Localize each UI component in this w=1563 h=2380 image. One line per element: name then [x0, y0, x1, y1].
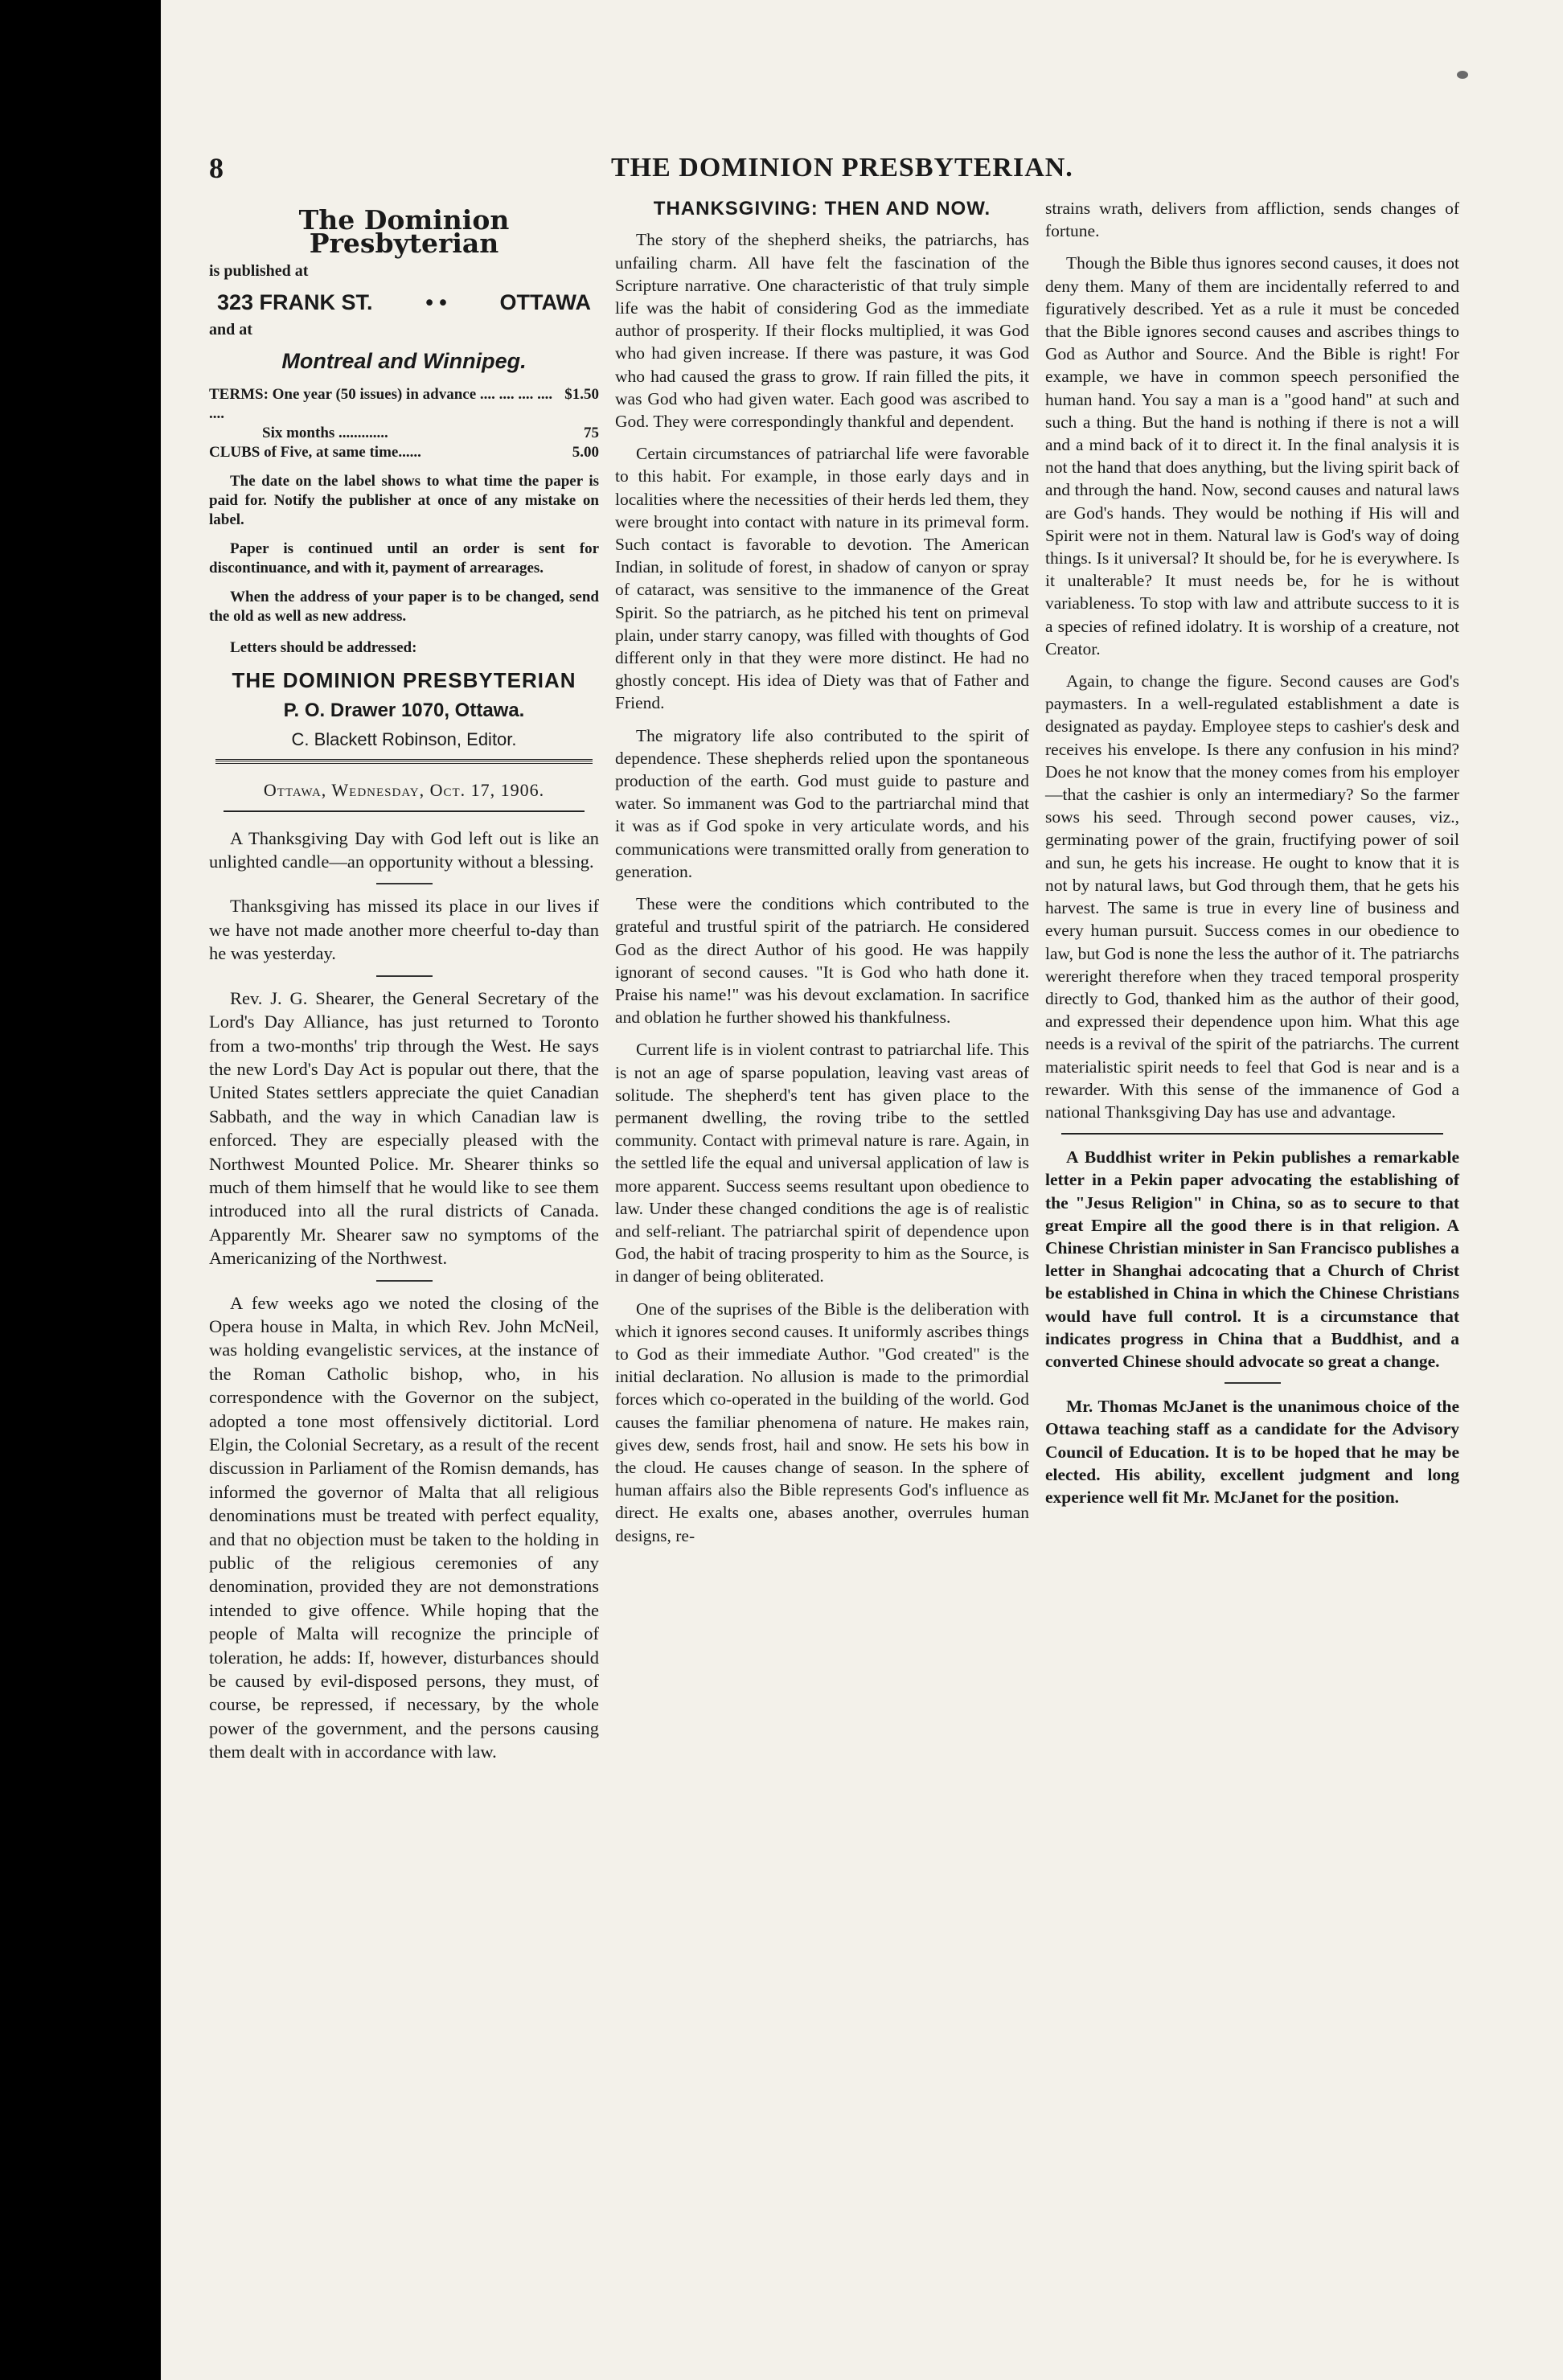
paragraph: Again, to change the figure. Second causes are God's paymasters. In a well-regulated establishment a date is designated as payday. Employee steps to cashier's desk and receives his envelope. Is there any confusion in his mind? Does he not know that the money comes from his employer—that the cashier is only an intermediary? So the farmer sows his seed. Through second power causes, viz., germinating power of the grain, fructifying power of soil and sun, he gets his increase. He ought to know that it is not by natural laws, but God through them, that he gets his harvest. The same is true in every line of business and every human pursuit. Success comes in our obedience to law, but God is none the less the author of it. The patriarchs wereright therefore when they traced temporal prosperity directly to God, thanked him as the author of their good, and expressed their dependence upon him. What this age needs is a revival of the spirit of the patriarchs. The current materialistic spirit needs to feel that God is near and is a rewarder. With this sense of the immanence of God a national Thanksgiving Day has use and advantage. — [1045, 671, 1459, 1122]
masthead-drawer: P. O. Drawer 1070, Ottawa. — [283, 700, 525, 722]
notice-continued: Paper is continued until an order is sent for discontinuance, and with it, payment of arrearages. — [209, 540, 599, 577]
paragraph: One of the suprises of the Bible is the deliberation with which it ignores second causes. It uniformly ascribes things to God as their immediate Author. "God created" is the initial declaration. No allusion is made to the primordial forces which co-operated in the building of the world. God causes the familiar phenomena of nature. He makes rain, gives dew, sends frost, hail and snow. He sets his bow in the cloud. He causes change of season. In the sphere of human affairs also the Bible represents God's influence as direct. He exalts one, abases another, overrules human designs, re- — [615, 1299, 1029, 1545]
short-rule — [376, 1280, 433, 1282]
column-1 — [209, 197, 599, 1774]
masthead-title: The Dominion Presbyterian — [298, 204, 510, 260]
double-rule — [215, 759, 593, 764]
paragraph: The story of the shepherd sheiks, the patriarchs, has unfailing charm. All have felt the fascination of the Scripture narrative. One characteristic of that truly simple life was the habit of considering God as the immediate author of prosperity. If their flocks multiplied, it was God who had given increase. If there was pasture, it was God who had caused the grass to grow. If rain filled the pits, it was God who had given water. Each good was ascribed to God. They were correspondingly thankful and dependent. — [615, 230, 1029, 432]
column-2 — [615, 197, 1029, 1557]
masthead-and-at: and at — [209, 321, 252, 339]
rule — [224, 810, 585, 812]
paragraph: Mr. Thomas McJanet is the unanimous choice of the Ottawa teaching staff as a candidate for the Advisory Council of Education. It is to be hoped that he may be elected. His ability, excellent judgment and long experience well fit Mr. McJanet for the position. — [1045, 1397, 1459, 1507]
short-rule — [376, 883, 433, 884]
address-city: OTTAWA — [499, 289, 591, 314]
paragraph: strains wrath, delivers from affliction, sends changes of fortune. — [1045, 199, 1459, 241]
paragraph: Certain circumstances of patriarchal life were favorable to this habit. For example, in those early days and in localities where the necessities of their herds led them, they were brought into contact with nature in its primeval form. Such contact is favorable to devotion. The American Indian, in solitude of forest, in shadow of canyon or spray of cataract, was sensitive to the immanence of the Great Spirit. So the patriarch, as he pitched his tent on primeval plain, under starry canopy, was filled with thoughts of God different only in that they were more distinct. He had no ghostly concept. His idea of Diety was that of Father and Friend. — [615, 444, 1029, 713]
notice-date: The date on the label shows to what time the paper is paid for. Notify the publisher at once of any mistake on label. — [209, 472, 599, 528]
paragraph: A few weeks ago we noted the closing of the Opera house in Malta, in which Rev. John McNeil, was holding evangelistic services, at the instance of the Roman Catholic bishop, who, in his correspondence with the Governor on the subject, adopted a tone most offensively dictitorial. Lord Elgin, the Colonial Secretary, as a result of the recent discussion in Parliament of the Romisn demands, has informed the governor of Malta that all religious denominations must be treated with perfect equality, and that no objection must be taken to the holding in public of the religious ceremonies of any denomination, provided they are not demonstrations intended to give offence. While hoping that the people of Malta will recognize the principle of toleration, he adds: If, however, disturbances should be caused by evil-disposed persons, they must, of course, be repressed, if necessary, by the whole power of the government, and the persons causing them dealt with in accordance with law. — [209, 1292, 599, 1762]
masthead-name: THE DOMINION PRESBYTERIAN — [232, 668, 576, 693]
masthead-published: is published at — [209, 261, 309, 280]
paragraph: A Buddhist writer in Pekin publishes a remarkable letter in a Pekin paper advocating the establishing of the "Jesus Religion" in China, so as to secure to that great Empire all the good there is in that religion. A Chinese Christian minister in San Francisco publishes a letter in Shanghai adcocating that a Church of Christ be established in China in which the Chinese Christians would have full control. It is a circumstance that indicates progress in China that a Buddhist, and a converted Chinese should advocate so great a change. — [1045, 1147, 1459, 1371]
short-rule — [376, 975, 433, 977]
article-heading: THANKSGIVING: THEN AND NOW. — [653, 198, 991, 220]
paragraph: These were the conditions which contributed to the grateful and trustful spirit of the patriarch. He considered God as the direct Author of his good. He was happily ignorant of second causes. "It is God who hath done it. Praise his name!" was his devout exclamation. In sacrifice and oblation he further showed his thankfulness. — [615, 894, 1029, 1028]
paragraph: The migratory life also contributed to the spirit of dependence. These shepherds relied upon the spontaneous production of the earth. God must guide to pasture and water. So immanent was God to the partriarchal mind that it was as if God spoke in very articulate words, and his communications were transmitted orally from generation to generation. — [615, 725, 1029, 881]
paragraph: Thanksgiving has missed its place in our lives if we have not made another more cheerful to-day than he was yesterday. — [209, 896, 599, 964]
notice-address: When the address of your paper is to be changed, send the old as well as new address. — [209, 588, 599, 625]
rule — [1061, 1133, 1443, 1135]
masthead-editor: C. Blackett Robinson, Editor. — [291, 728, 517, 749]
dateline: Ottawa, Wednesday, Oct. 17, 1906. — [263, 780, 545, 801]
terms-row: Six months ............. 75 — [262, 424, 599, 441]
paragraph: Though the Bible thus ignores second causes, it does not deny them. Many of them are incidentally referred to and figuratively described. Yet as a rule it must be conceded that the Bible ignores second causes and ascribes things to God as Author and Source. And the Bible is right! For example, we have in common speech personified the human hand. You say a man is a "good hand" at such and such a thing. But the hand is nothing if there is not a will and a mind back of it to direct it. In the final analysis it is not the hand that does anything, but the living spirit back of and through the hand. Now, second causes and natural laws are God's hands. They would be nothing if His will and Spirit were not in them. Natural law is God's way of doing things. Is it universal? It should be, for he is everywhere. Is it unalterable? It must needs be, for he is without variableness. To stop with law and attribute success to it is a species of refined idolatry. It is worship of a creature, not Creator. — [1045, 253, 1459, 659]
address-street: 323 FRANK ST. — [217, 289, 373, 314]
paragraph: Rev. J. G. Shearer, the General Secretary of the Lord's Day Alliance, has just returned to Toronto from a two-months' trip through the West. He says the new Lord's Day Act is popular out there, that the United States settlers appreciate the quiet Canadian Sabbath, and the way in which Canadian law is enforced. They are especially pleased with the Northwest Mounted Police. Mr. Shearer thinks so much of them himself that he would like to see them introduced into all the rural districts of Canada. Apparently Mr. Shearer saw no symptoms of the Americanizing of the Northwest. — [209, 987, 599, 1269]
address-dots: • • — [425, 289, 447, 314]
short-rule — [1225, 1382, 1281, 1384]
masthead-address — [209, 291, 599, 314]
terms-row: TERMS: One year (50 issues) in advance .... .... .... .... .... $1.50 — [209, 385, 599, 422]
masthead-cities: Montreal and Winnipeg. — [281, 349, 527, 374]
column-3 — [1045, 197, 1459, 1518]
terms-row: CLUBS of Five, at same time...... 5.00 — [209, 443, 599, 461]
print-mark — [1457, 71, 1468, 79]
letters-line: Letters should be addressed: — [230, 638, 417, 656]
paragraph: Current life is in violent contrast to patriarchal life. This is not an age of sparse population, leaving vast areas of solitude. The shepherd's tent has given place to the permanent dwelling, the roving tribe to the settled community. Contact with primeval nature is rare. Again, in the settled life the equal and universal application of law is more apparent. Success seems resultant upon obedience to law. Under these changed conditions the age is of realistic and self-reliant. The patriarchal spirit of dependence upon God, the habit of tracing prosperity to him as the Source, is in danger of being obliterated. — [615, 1040, 1029, 1286]
paragraph: A Thanksgiving Day with God left out is like an unlighted candle—an opportunity without a blessing. — [209, 827, 599, 872]
newspaper-page — [161, 0, 1563, 2380]
running-title: THE DOMINION PRESBYTERIAN. — [611, 153, 1073, 183]
page-number: 8 — [209, 152, 224, 184]
terms-block — [209, 385, 599, 462]
